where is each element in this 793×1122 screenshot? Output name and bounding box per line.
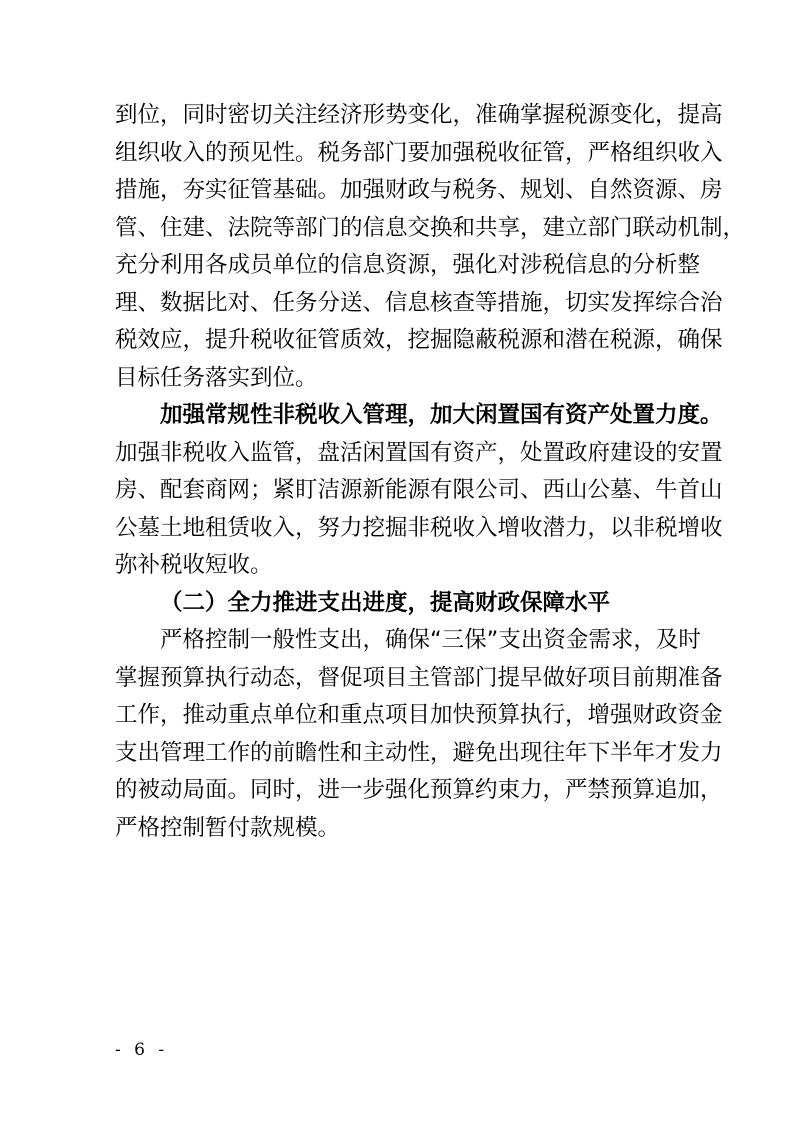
text-line: 支出管理工作的前瞻性和主动性，避免出现往年下半年才发力 xyxy=(115,739,723,766)
paragraph-non-tax-revenue xyxy=(115,397,723,585)
text-line: 房、配套商网；紧盯洁源新能源有限公司、西山公墓、牛首山 xyxy=(115,477,723,503)
text-line: 的被动局面。同时，进一步强化预算约束力，严禁预算追加， xyxy=(115,777,723,803)
text-line: 理、数据比对、任务分送、信息核查等措施，切实发挥综合治 xyxy=(115,289,723,316)
page-number: - 6 - xyxy=(115,1040,169,1060)
text-line: 弥补税收短收。 xyxy=(115,552,273,578)
text-line: 到位，同时密切关注经济形势变化，准确掌握税源变化，提高 xyxy=(115,102,723,128)
text-line: 管、住建、法院等部门的信息交换和共享，建立部门联动机制， xyxy=(115,214,746,241)
text-line: 工作，推动重点单位和重点项目加快预算执行，增强财政资金 xyxy=(115,702,723,728)
section-heading: （二）全力推进支出进度，提高财政保障水平 xyxy=(160,589,611,616)
paragraph-expenditure xyxy=(115,622,723,847)
text-line: 充分利用各成员单位的信息资源，强化对涉税信息的分析整 xyxy=(115,252,701,278)
paragraph-heading: 加强常规性非税收入管理，加大闲置国有资产处置力度。 xyxy=(160,402,723,428)
paragraph-tax-collection xyxy=(115,97,746,397)
text-line: 公墓土地租赁收入，努力挖掘非税收入增收潜力，以非税增收 xyxy=(115,514,723,541)
text-line: 税效应，提升税收征管质效，挖掘隐蔽税源和潜在税源，确保 xyxy=(115,327,723,353)
text-line: 目标任务落实到位。 xyxy=(115,364,318,391)
text-line: 严格控制暂付款规模。 xyxy=(115,814,341,841)
text-line: 组织收入的预见性。税务部门要加强税收征管，严格组织收入 xyxy=(115,139,723,166)
text-line: 加强非税收入监管，盘活闲置国有资产，处置政府建设的安置 xyxy=(115,439,723,466)
document-body xyxy=(115,97,746,847)
text-line: 措施，夯实征管基础。加强财政与税务、规划、自然资源、房 xyxy=(115,177,723,203)
text-line: 严格控制一般性支出，确保“三保”支出资金需求，及时 xyxy=(160,627,701,653)
text-line: 掌握预算执行动态，督促项目主管部门提早做好项目前期准备 xyxy=(115,664,723,691)
